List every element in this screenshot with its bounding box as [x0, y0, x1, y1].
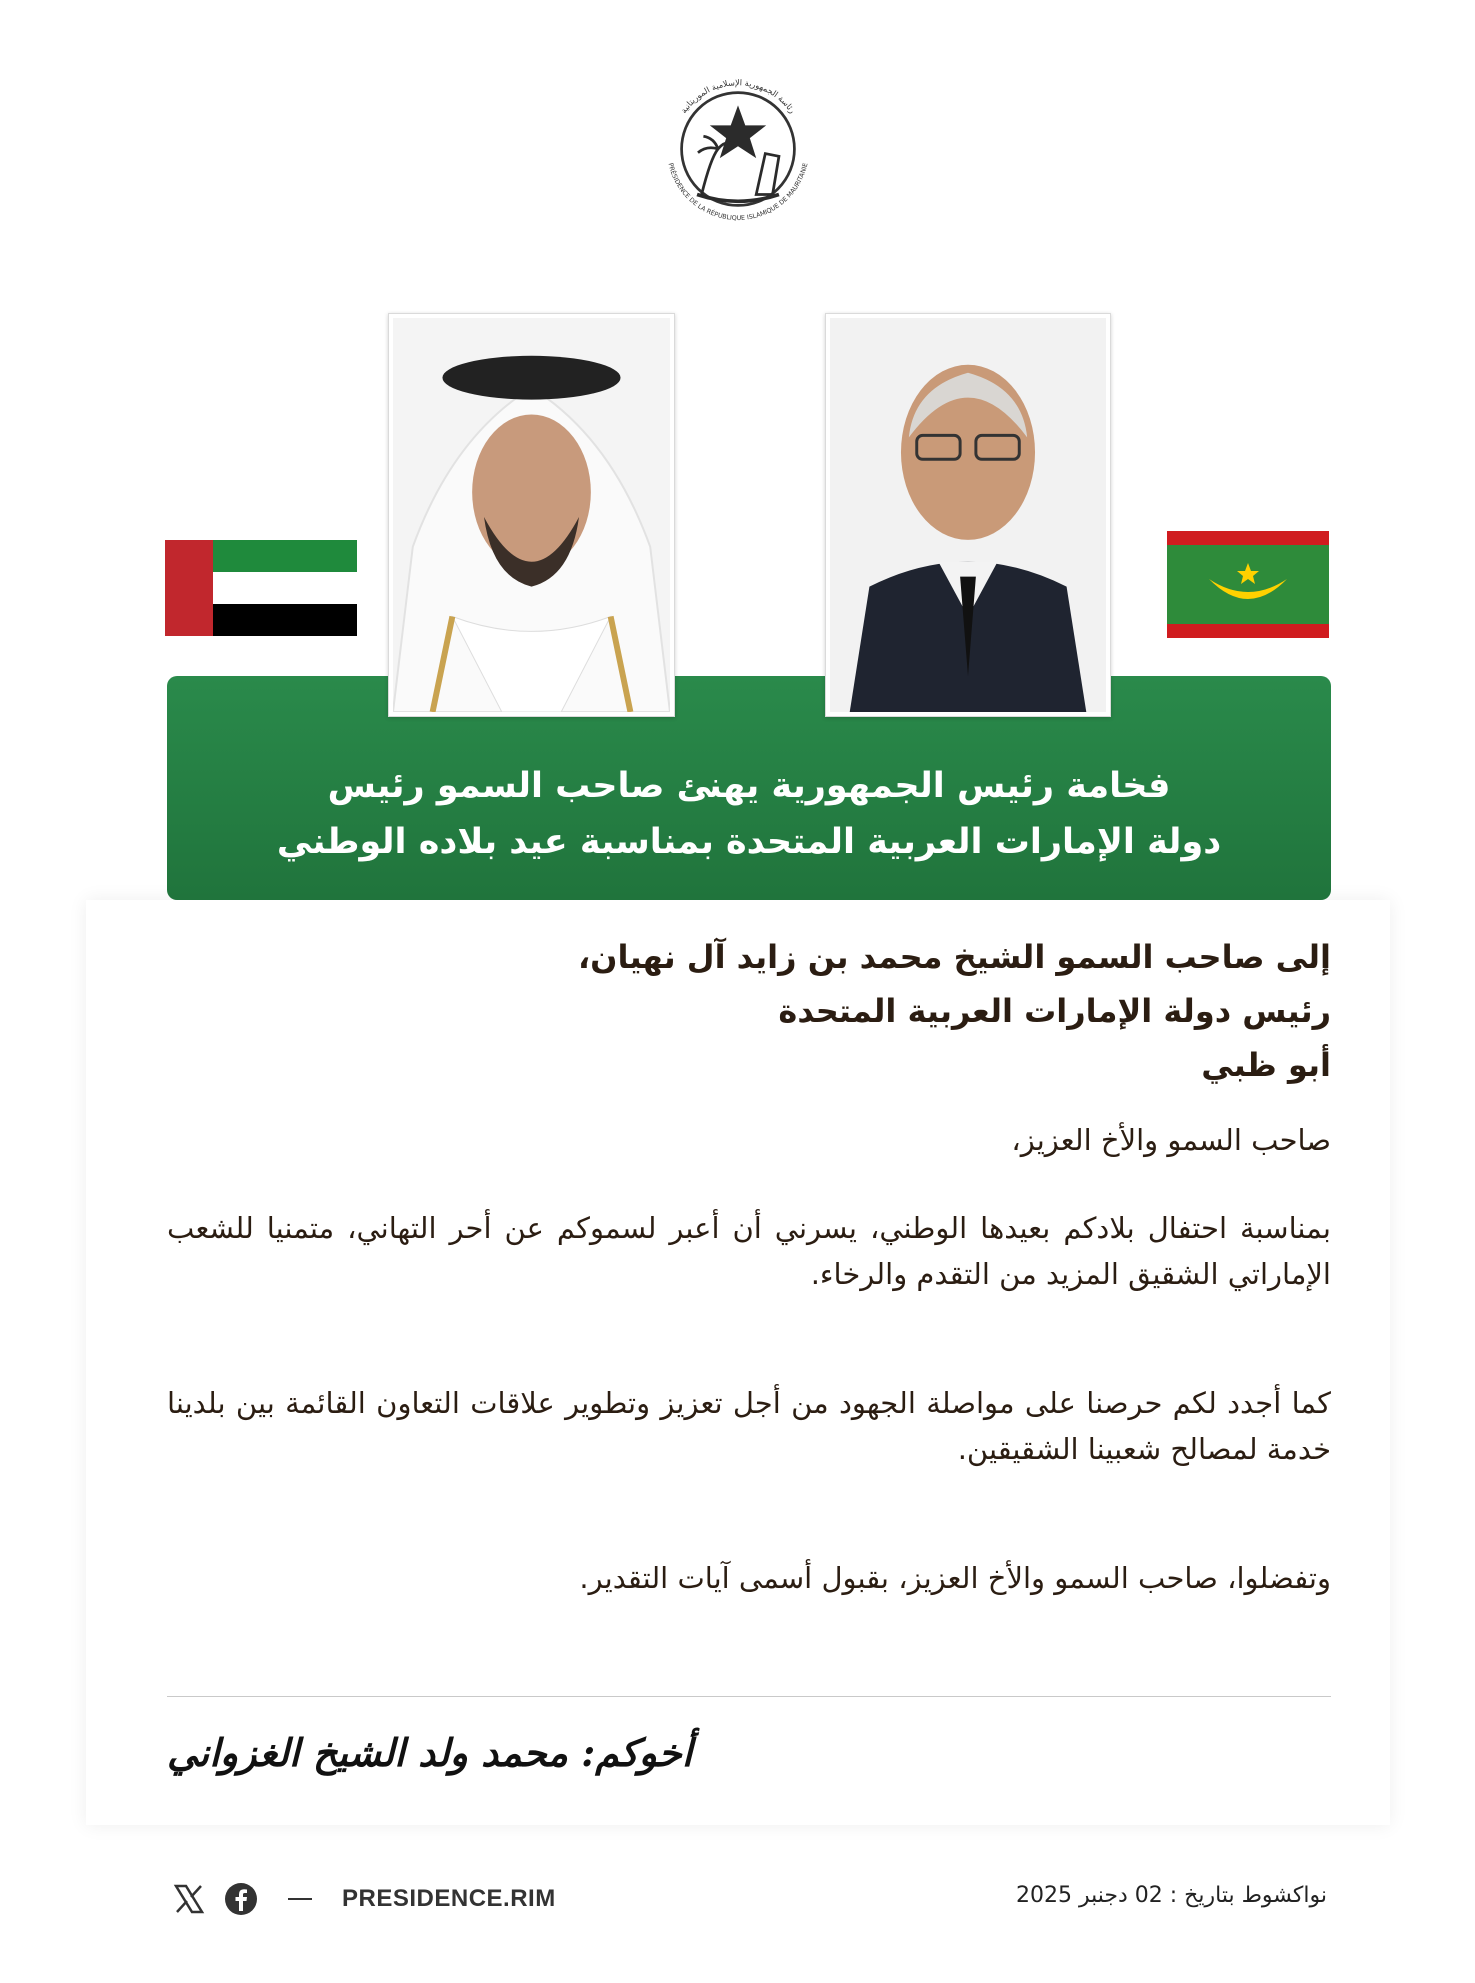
signature — [167, 1730, 767, 1775]
svg-text:رئاسة الجمهورية الإسلامية المو: رئاسة الجمهورية الإسلامية الموريتانية — [678, 77, 798, 115]
recipient-line-1: إلى صاحب السمو الشيخ محمد بن زايد آل نهيان، — [577, 938, 1331, 976]
facebook-icon[interactable] — [224, 1882, 258, 1916]
title-banner — [167, 676, 1331, 900]
mauritania-president-photo — [825, 313, 1111, 717]
footer-social — [172, 1876, 556, 1922]
greeting: صاحب السمو والأخ العزيز، — [1011, 1123, 1331, 1157]
paragraph-1: بمناسبة احتفال بلادكم بعيدها الوطني، يسرني أن أعبر لسموكم عن أحر التهاني، متمنيا للشعب الإماراتي الشقيق المزيد من التقدم والرخاء. — [167, 1211, 1331, 1291]
paragraph-2: كما أجدد لكم حرصنا على مواصلة الجهود من أجل تعزيز وتطوير علاقات التعاون القائمة بين بلدينا خدمة لمصالح شعبينا الشقيقين. — [167, 1386, 1331, 1466]
recipient-line-3: أبو ظبي — [1201, 1046, 1331, 1084]
banner-line-2: دولة الإمارات العربية المتحدة بمناسبة عيد بلاده الوطني — [276, 822, 1222, 862]
svg-text:PRÉSIDENCE DE LA RÉPUBLIQUE IS: PRÉSIDENCE DE LA RÉPUBLIQUE ISLAMIQUE DE MAURITANIE — [666, 162, 810, 223]
date-line: نواكشوط بتاريخ : 02 دجنبر 2025 — [1015, 1883, 1327, 1908]
x-icon[interactable] — [172, 1882, 206, 1916]
site-handle[interactable]: PRESIDENCE.RIM — [342, 1885, 556, 1912]
uae-president-photo — [388, 313, 675, 717]
seal-icon — [647, 58, 829, 240]
recipient-line-2: رئيس دولة الإمارات العربية المتحدة — [778, 992, 1331, 1030]
uae-flag — [165, 540, 357, 636]
banner-title — [167, 758, 1331, 870]
banner-line-1: فخامة رئيس الجمهورية يهنئ صاحب السمو رئيس — [327, 766, 1171, 806]
footer-separator — [288, 1898, 312, 1900]
mauritania-flag — [1167, 531, 1329, 638]
recipient-block — [167, 930, 1331, 1092]
presidency-seal — [647, 58, 829, 240]
signature-divider — [167, 1696, 1331, 1697]
closing-line: وتفضلوا، صاحب السمو والأخ العزيز، بقبول أسمى آيات التقدير. — [579, 1561, 1331, 1595]
signature-text: أخوكم: محمد ولد الشيخ الغزواني — [167, 1730, 693, 1775]
